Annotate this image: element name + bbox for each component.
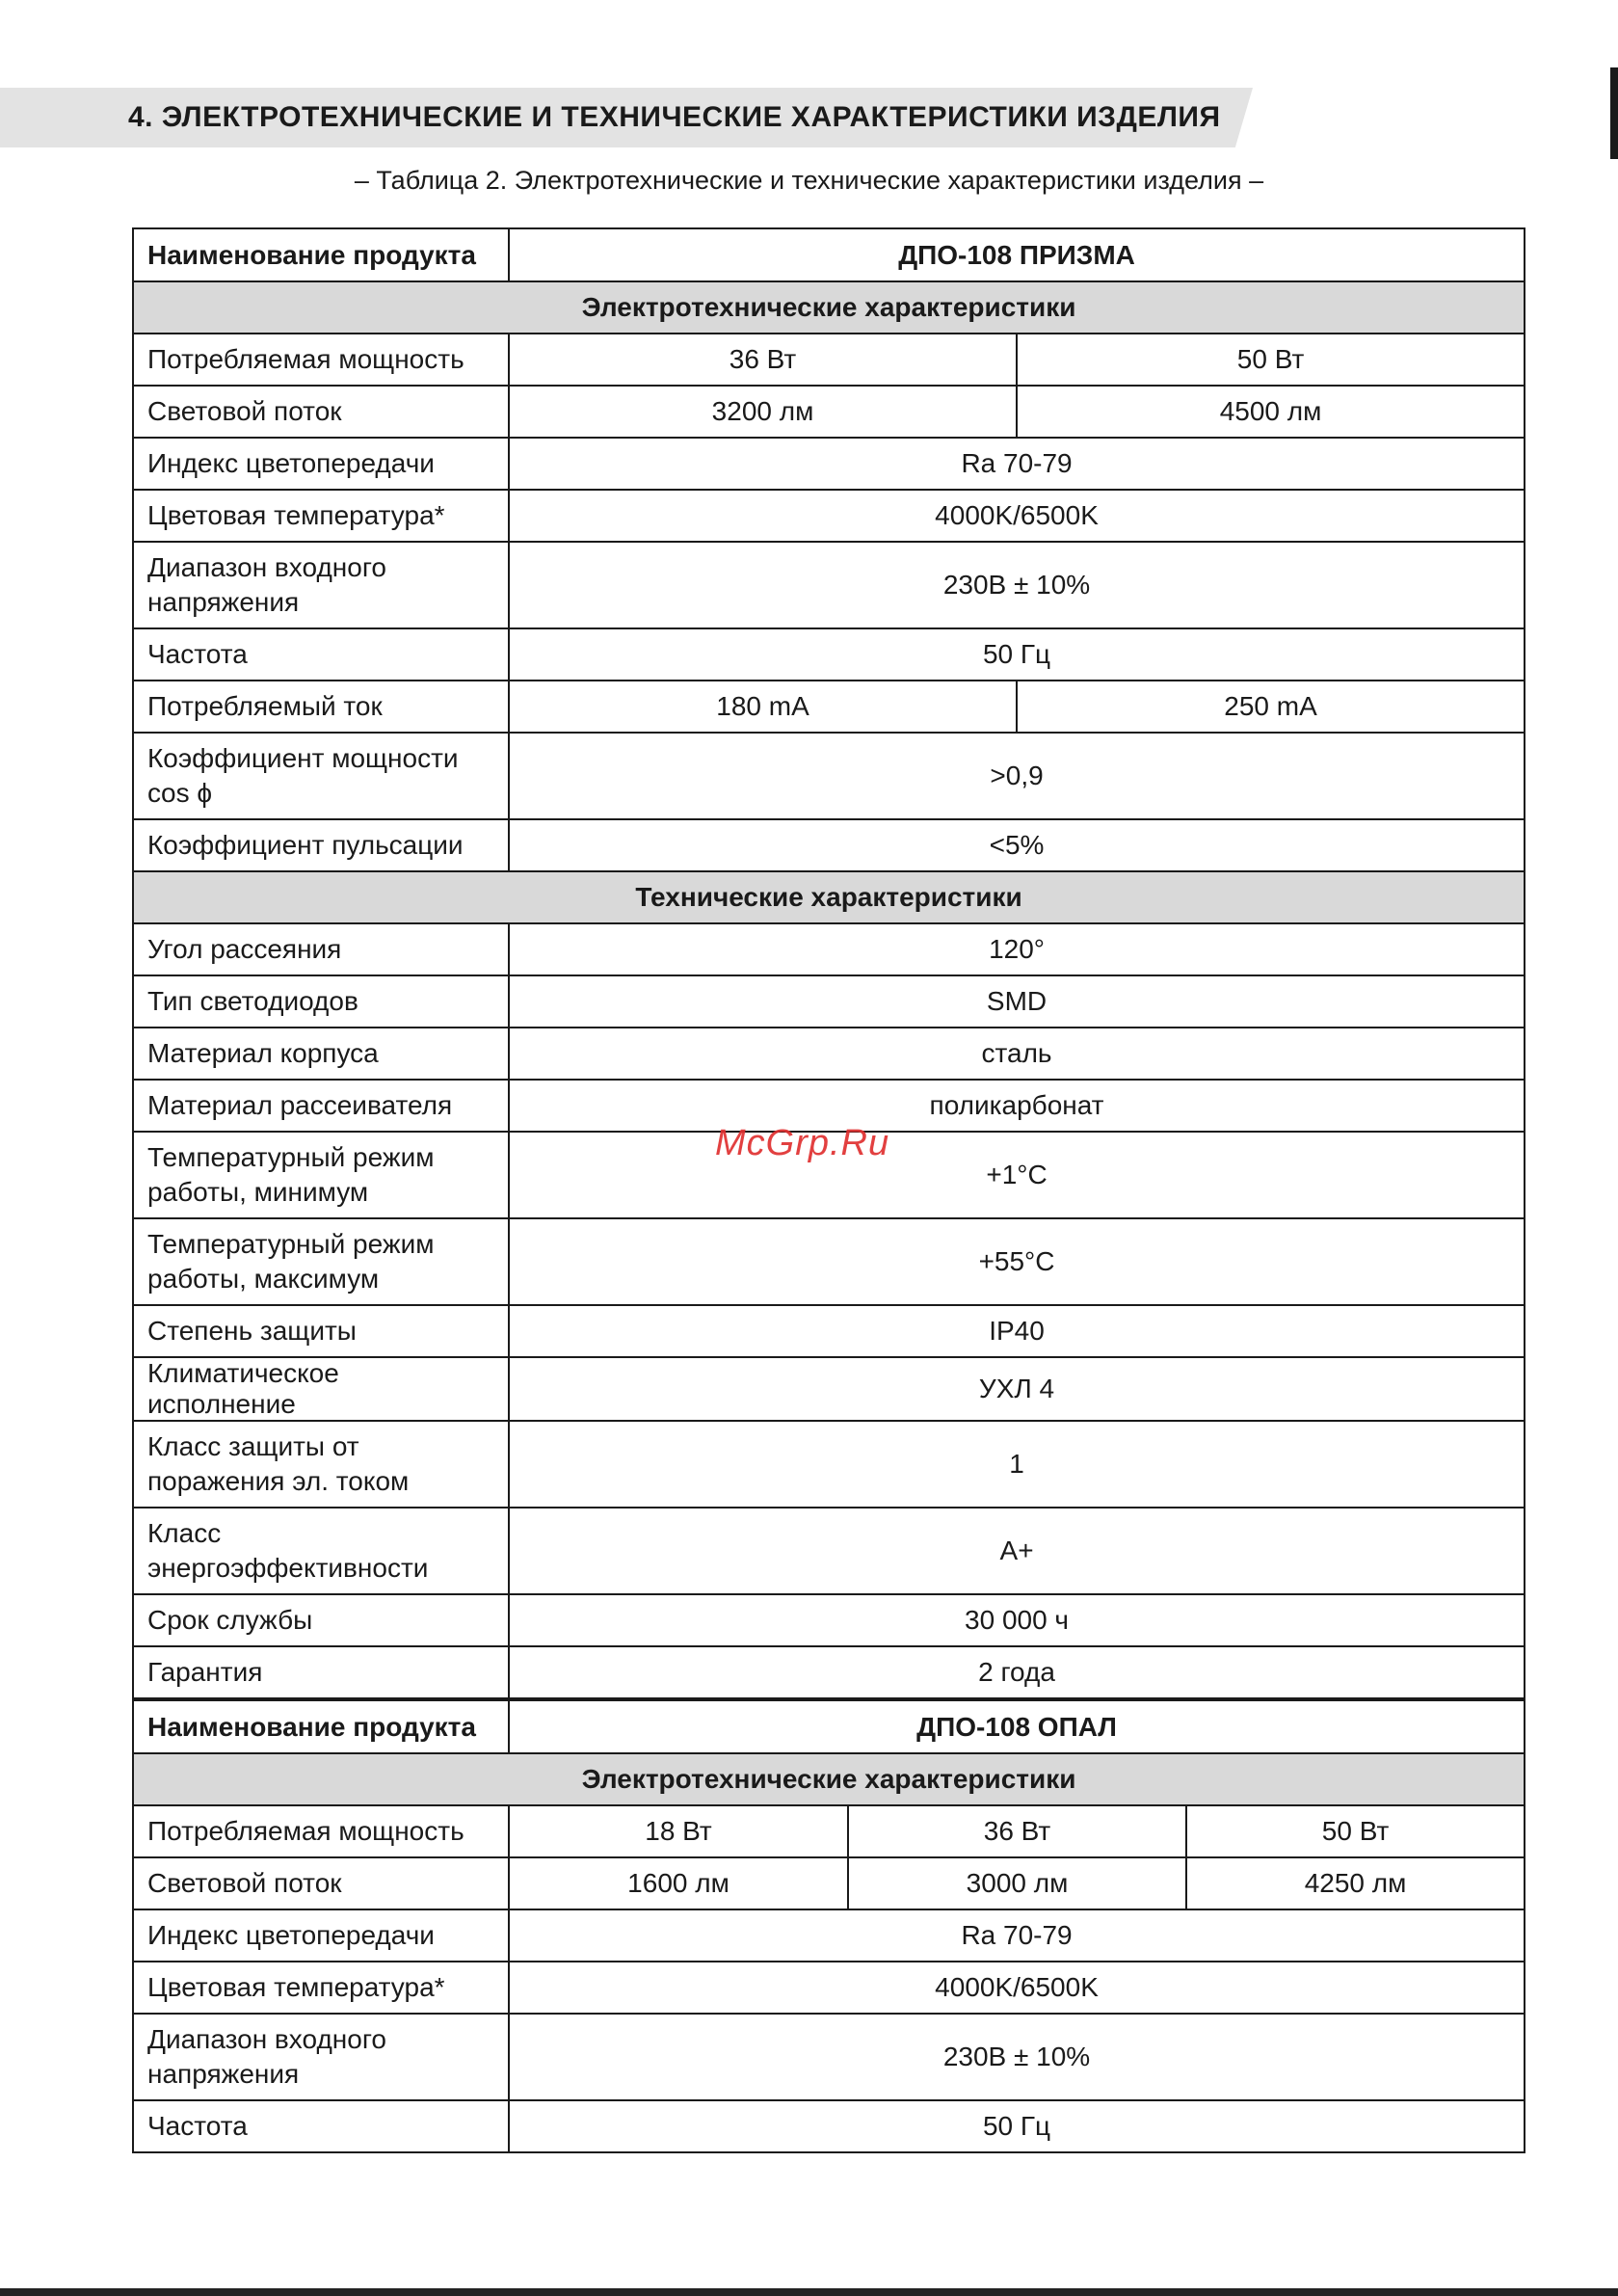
row-label: Коэффициент пульсации [133, 819, 509, 871]
section-header-tech: Технические характеристики [133, 871, 1525, 923]
row-label: Индекс цветопередачи [133, 438, 509, 490]
row-label: Цветовая температура* [133, 490, 509, 542]
row-label: Срок службы [133, 1594, 509, 1646]
row-label: Потребляемая мощность [133, 1805, 509, 1857]
row-value: 230В ± 10% [509, 2014, 1525, 2100]
row-value: 18 Вт [509, 1805, 848, 1857]
row-label: Температурный режим работы, максимум [133, 1218, 509, 1305]
table-row [133, 1962, 1525, 2014]
row-value: >0,9 [509, 733, 1525, 819]
table-row [133, 819, 1525, 871]
row-label: Частота [133, 2100, 509, 2152]
row-value: +55°С [509, 1218, 1525, 1305]
table-row [133, 334, 1525, 386]
table-row [133, 733, 1525, 819]
row-label: Тип светодиодов [133, 975, 509, 1028]
row-value: IP40 [509, 1305, 1525, 1357]
row-label: Диапазон входного напряжения [133, 542, 509, 628]
row-value: Ra 70-79 [509, 438, 1525, 490]
table-row [133, 1805, 1525, 1857]
table-row [133, 1305, 1525, 1357]
row-value: 36 Вт [509, 334, 1017, 386]
row-value: <5% [509, 819, 1525, 871]
row-value: SMD [509, 975, 1525, 1028]
row-value: 50 Вт [1017, 334, 1525, 386]
row-value: 3000 лм [848, 1857, 1186, 1909]
row-label: Световой поток [133, 1857, 509, 1909]
table-row [133, 681, 1525, 733]
row-value: 1 [509, 1421, 1525, 1508]
product-name-value: ДПО-108 ОПАЛ [509, 1699, 1525, 1753]
row-value: 230В ± 10% [509, 542, 1525, 628]
section-header-electro: Электротехнические характеристики [133, 1753, 1525, 1805]
table-caption: – Таблица 2. Электротехнические и технические характеристики изделия – [354, 166, 1264, 195]
row-label: Класс энергоэффективности [133, 1508, 509, 1594]
row-value: поликарбонат [509, 1080, 1525, 1132]
row-label: Коэффициент мощности cos ϕ [133, 733, 509, 819]
table-row [133, 1909, 1525, 1962]
row-value: 4000K/6500K [509, 1962, 1525, 2014]
row-value: 30 000 ч [509, 1594, 1525, 1646]
table-row [133, 2100, 1525, 2152]
table-row [133, 1699, 1525, 1753]
table-row [133, 490, 1525, 542]
row-label: Материал рассеивателя [133, 1080, 509, 1132]
row-value: 4250 лм [1186, 1857, 1525, 1909]
row-label: Степень защиты [133, 1305, 509, 1357]
watermark: McGrp.Ru [715, 1123, 890, 1163]
table-row [133, 438, 1525, 490]
row-value: сталь [509, 1028, 1525, 1080]
table-row [133, 386, 1525, 438]
row-label: Температурный режим работы, минимум [133, 1132, 509, 1218]
row-value: 4000K/6500K [509, 490, 1525, 542]
section-header-electro: Электротехнические характеристики [133, 281, 1525, 334]
product-name-value: ДПО-108 ПРИЗМА [509, 228, 1525, 281]
row-value: 50 Гц [509, 628, 1525, 681]
table-row [133, 542, 1525, 628]
row-value: 180 mA [509, 681, 1017, 733]
table-row [133, 228, 1525, 281]
section-row [133, 281, 1525, 334]
row-value: +1°С [509, 1132, 1525, 1218]
row-value: 2 года [509, 1646, 1525, 1699]
row-label: Диапазон входного напряжения [133, 2014, 509, 2100]
row-value: A+ [509, 1508, 1525, 1594]
row-label: Световой поток [133, 386, 509, 438]
section-row [133, 1753, 1525, 1805]
table-row [133, 1421, 1525, 1508]
product-name-label: Наименование продукта [133, 1699, 509, 1753]
footer-bar [0, 2288, 1618, 2296]
row-value: 50 Вт [1186, 1805, 1525, 1857]
row-label: Климатическое исполнение [133, 1357, 509, 1421]
product-name-label: Наименование продукта [133, 228, 509, 281]
row-value: 3200 лм [509, 386, 1017, 438]
table-row [133, 2014, 1525, 2100]
table-row [133, 923, 1525, 975]
table-row [133, 1357, 1525, 1421]
section-row [133, 871, 1525, 923]
row-value: 4500 лм [1017, 386, 1525, 438]
row-value: 36 Вт [848, 1805, 1186, 1857]
row-label: Потребляемый ток [133, 681, 509, 733]
edge-marker [1610, 67, 1618, 159]
section-title: 4. ЭЛЕКТРОТЕХНИЧЕСКИЕ И ТЕХНИЧЕСКИЕ ХАРАКТЕРИСТИКИ ИЗДЕЛИЯ [128, 101, 1221, 133]
row-value: Ra 70-79 [509, 1909, 1525, 1962]
row-value: 1600 лм [509, 1857, 848, 1909]
row-label: Потребляемая мощность [133, 334, 509, 386]
row-label: Гарантия [133, 1646, 509, 1699]
row-value: 50 Гц [509, 2100, 1525, 2152]
row-label: Частота [133, 628, 509, 681]
table-row [133, 1508, 1525, 1594]
table-row [133, 628, 1525, 681]
row-value: 250 mA [1017, 681, 1525, 733]
table-row [133, 1028, 1525, 1080]
row-label: Угол рассеяния [133, 923, 509, 975]
table-row [133, 1646, 1525, 1699]
row-value: 120° [509, 923, 1525, 975]
table-row [133, 975, 1525, 1028]
table-row [133, 1594, 1525, 1646]
spec-table [132, 227, 1525, 2153]
row-label: Материал корпуса [133, 1028, 509, 1080]
table-row [133, 1857, 1525, 1909]
table-row [133, 1218, 1525, 1305]
row-label: Класс защиты от поражения эл. током [133, 1421, 509, 1508]
row-label: Цветовая температура* [133, 1962, 509, 2014]
row-value: УХЛ 4 [509, 1357, 1525, 1421]
row-label: Индекс цветопередачи [133, 1909, 509, 1962]
